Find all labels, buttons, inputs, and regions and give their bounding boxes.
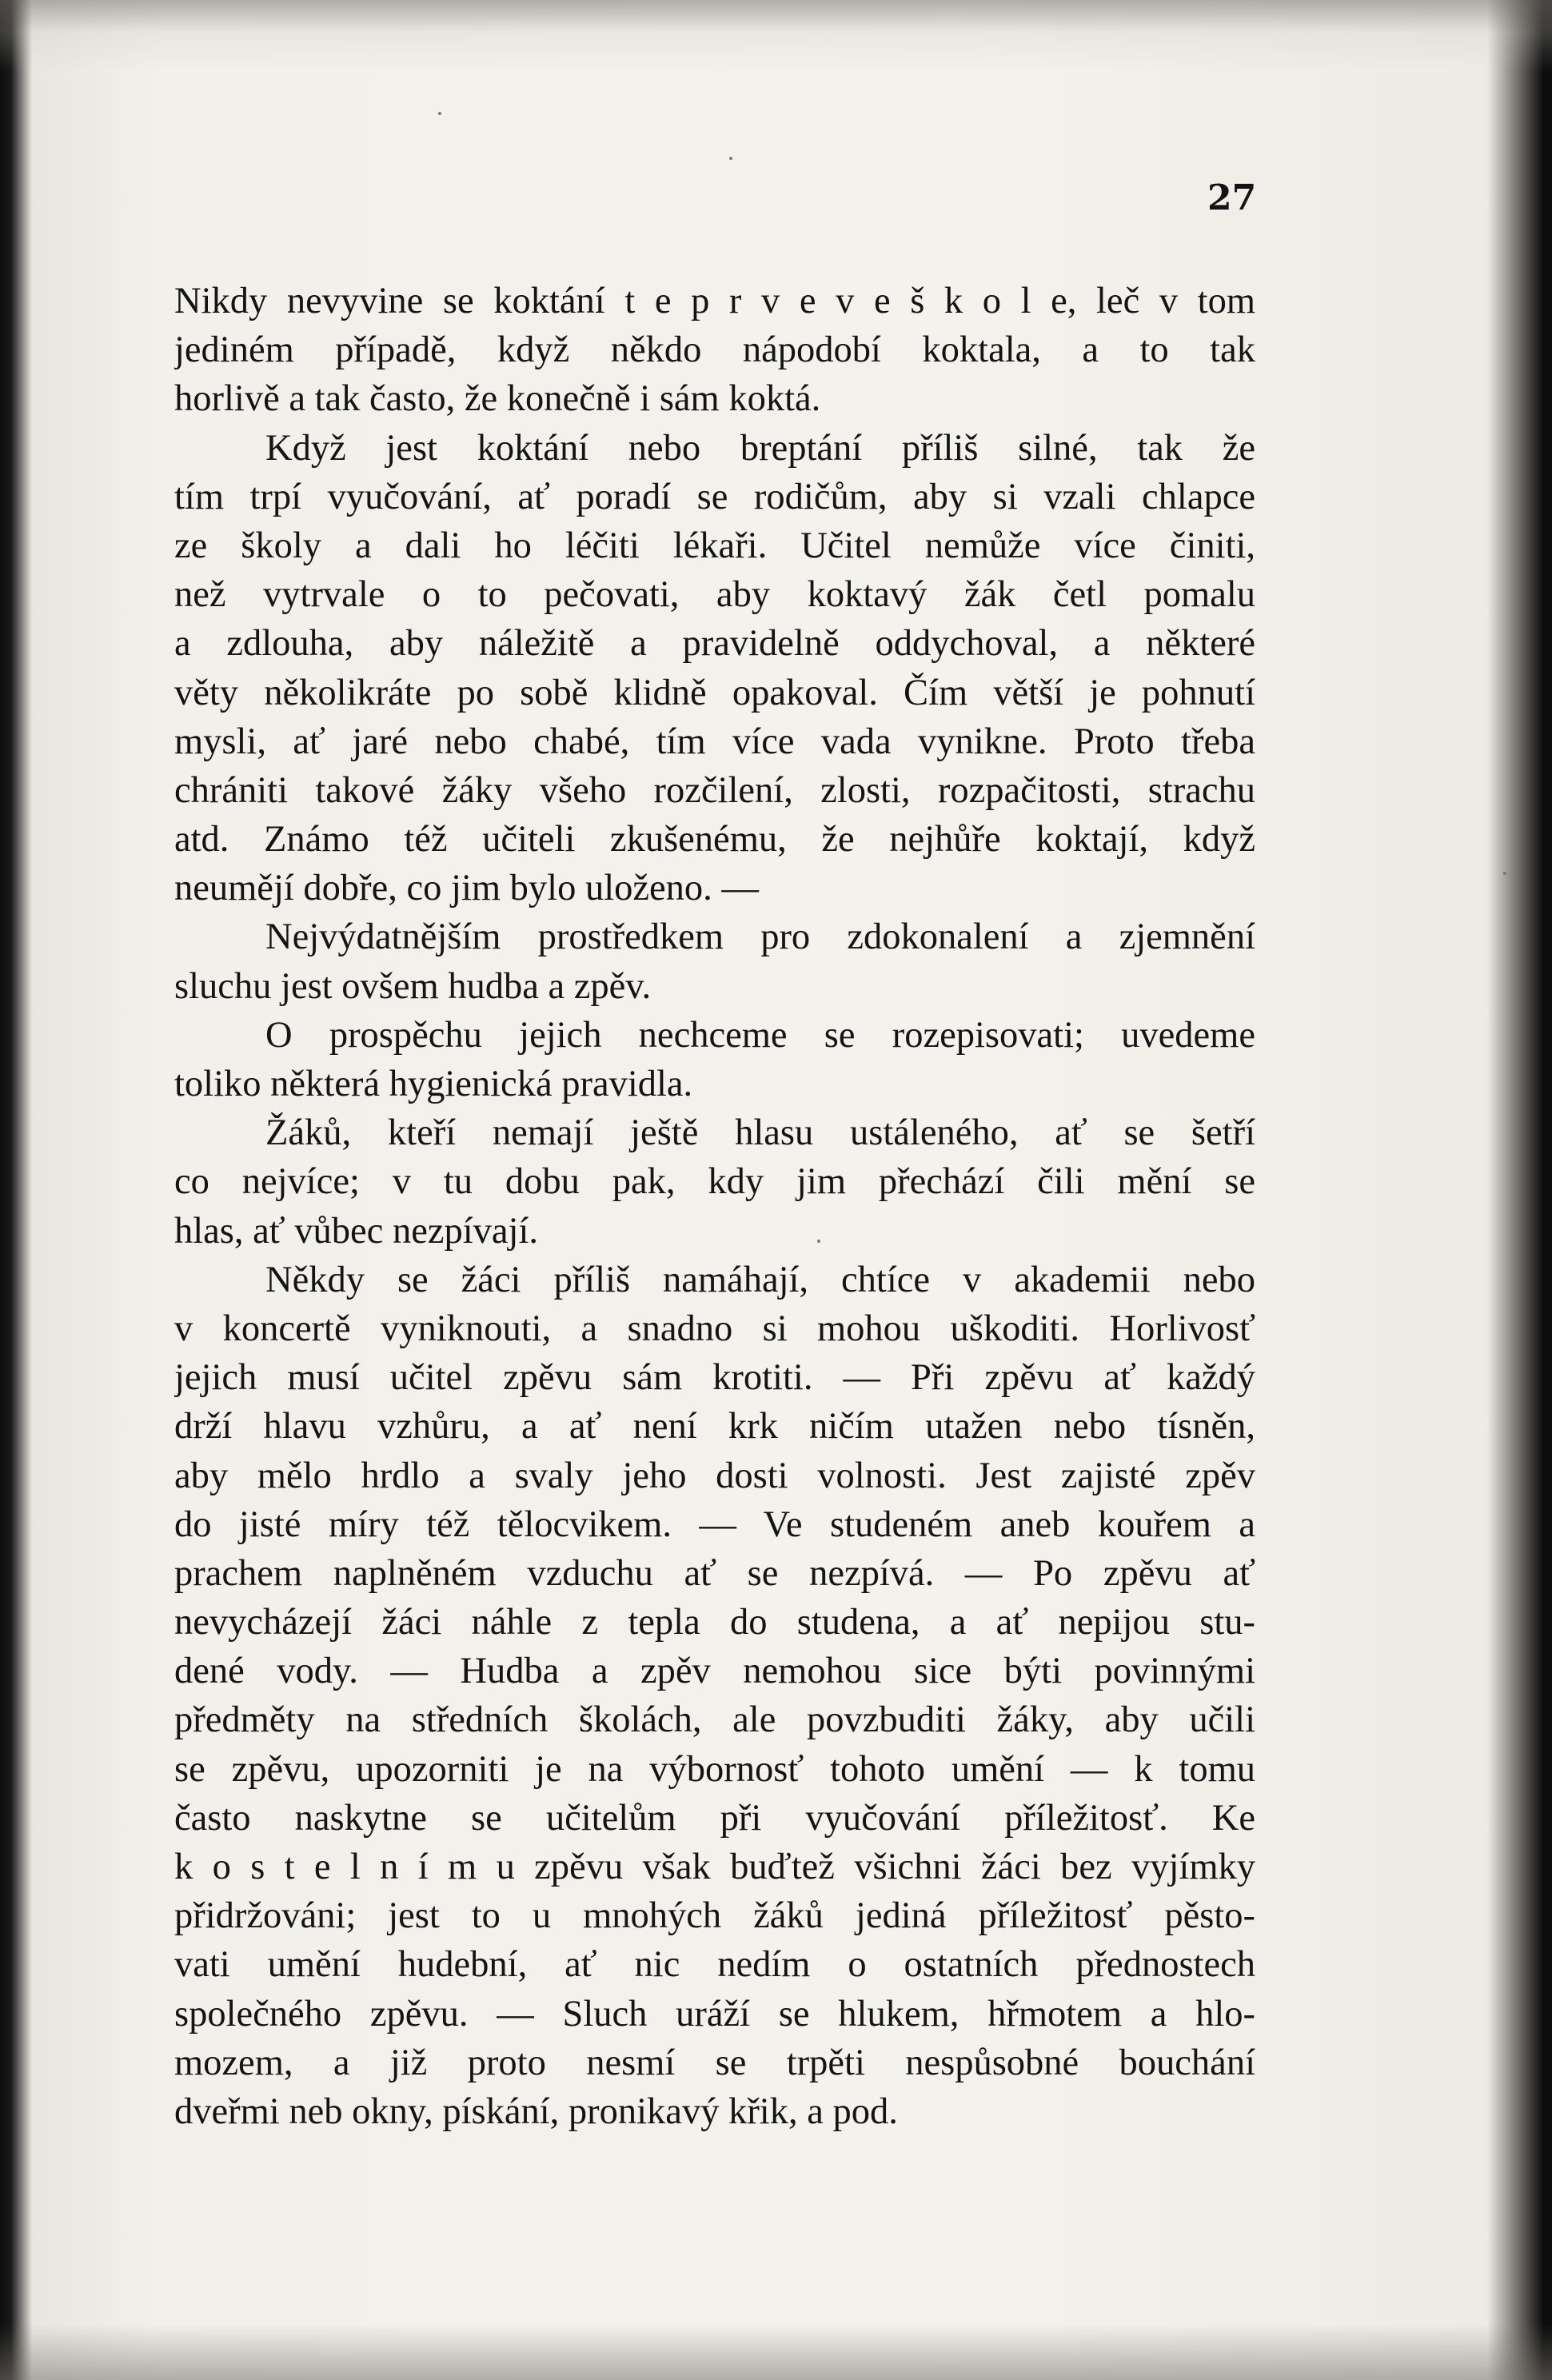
- text-line: k o s t e l n í m u zpěvu však buďtež všichni žáci bez vyjímky: [174, 1847, 1255, 1887]
- paper-speck: [729, 157, 732, 160]
- text-line: se zpěvu, upozorniti je na výbornosť tohoto umění — k tomu: [174, 1748, 1255, 1790]
- text-line: a zdlouha, aby náležitě a pravidelně oddychoval, a některé: [174, 623, 1255, 665]
- text-line: sluchu jest ovšem hudba a zpěv.: [174, 965, 652, 1007]
- text-line: co nejvíce; v tu dobu pak, kdy jim přechází čili mění se: [174, 1161, 1255, 1203]
- text-line: drží hlavu vzhůru, a ať není krk ničím utažen nebo tísněn,: [174, 1406, 1255, 1448]
- text-line: než vytrvale o to pečovati, aby koktavý žák četl pomalu: [174, 574, 1255, 616]
- text-line: dené vody. — Hudba a zpěv nemohou sice býti povinnými: [174, 1651, 1255, 1692]
- text-line: dveřmi neb okny, pískání, pronikavý křik, a pod.: [174, 2090, 898, 2132]
- text-line: prachem naplněném vzduchu ať se nezpívá. — Po zpěvu ať: [174, 1552, 1255, 1594]
- text-line: mozem, a již proto nesmí se trpěti nespůsobné bouchání: [174, 2042, 1255, 2083]
- text-line: jediném případě, když někdo nápodobí koktala, a to tak: [174, 329, 1255, 371]
- text-line: Někdy se žáci příliš namáhají, chtíce v akademii nebo: [265, 1259, 1255, 1300]
- text-line: do jisté míry též tělocvikem. — Ve studeném aneb kouřem a: [174, 1503, 1255, 1545]
- text-line: neumějí dobře, co jim bylo uloženo. —: [174, 868, 759, 909]
- text-line: Nejvýdatnějším prostředkem pro zdokonalení a zjemnění: [265, 916, 1255, 958]
- text-line: aby mělo hrdlo a svaly jeho dosti volnosti. Jest zajisté zpěv: [174, 1455, 1255, 1496]
- text-line: vati umění hudební, ať nic nedím o ostatních přednostech: [174, 1944, 1255, 1986]
- text-line: Když jest koktání nebo breptání příliš silné, tak že: [265, 427, 1255, 469]
- page-bottom-shadow: [0, 2324, 1552, 2380]
- page-top-shadow: [0, 0, 1552, 72]
- text-line: horlivě a tak často, že konečně i sám koktá.: [174, 378, 821, 420]
- text-line: v koncertě vyniknouti, a snadno si mohou uškoditi. Horlivosť: [174, 1308, 1255, 1349]
- text-line: předměty na středních školách, ale povzbuditi žáky, aby učili: [174, 1699, 1255, 1741]
- text-line: ze školy a dali ho léčiti lékaři. Učitel nemůže více činiti,: [174, 525, 1255, 566]
- text-line: tím trpí vyučování, ať poradí se rodičům, aby si vzali chlapce: [174, 476, 1255, 517]
- text-line: Žáků, kteří nemají ještě hlasu ustáleného, ať se šetří: [265, 1112, 1255, 1154]
- text-line: chrániti takové žáky všeho rozčilení, zlosti, rozpačitosti, strachu: [174, 769, 1255, 811]
- text-line: toliko některá hygienická pravidla.: [174, 1064, 693, 1104]
- paper-speck: [1503, 872, 1506, 875]
- text-line: společného zpěvu. — Sluch uráží se hlukem, hřmotem a hlo-: [174, 1993, 1255, 2035]
- page-number: 27: [1207, 178, 1257, 218]
- text-line: často naskytne se učitelům při vyučování příležitosť. Ke: [174, 1797, 1255, 1839]
- text-line: atd. Známo též učiteli zkušenému, že nejhůře koktají, když: [174, 819, 1255, 861]
- text-line: O prospěchu jejich nechceme se rozepisovati; uvedeme: [265, 1014, 1255, 1056]
- body-text: [174, 277, 1255, 2136]
- text-line: Nikdy nevyvine se koktání t e p r v e v e š k o l e, leč v tom: [174, 281, 1255, 321]
- text-line: věty několikráte po sobě klidně opakoval. Čím větší je pohnutí: [174, 672, 1255, 713]
- text-line: jejich musí učitel zpěvu sám krotiti. — Při zpěvu ať každý: [174, 1357, 1255, 1399]
- paper-speck: [438, 112, 441, 115]
- text-line: přidržováni; jest to u mnohých žáků jediná příležitosť pěsto-: [174, 1895, 1255, 1937]
- text-line: nevycházejí žáci náhle z tepla do studena, a ať nepijou stu-: [174, 1602, 1255, 1643]
- text-line: mysli, ať jaré nebo chabé, tím více vada vynikne. Proto třeba: [174, 721, 1255, 762]
- text-line: hlas, ať vůbec nezpívají.: [174, 1210, 538, 1252]
